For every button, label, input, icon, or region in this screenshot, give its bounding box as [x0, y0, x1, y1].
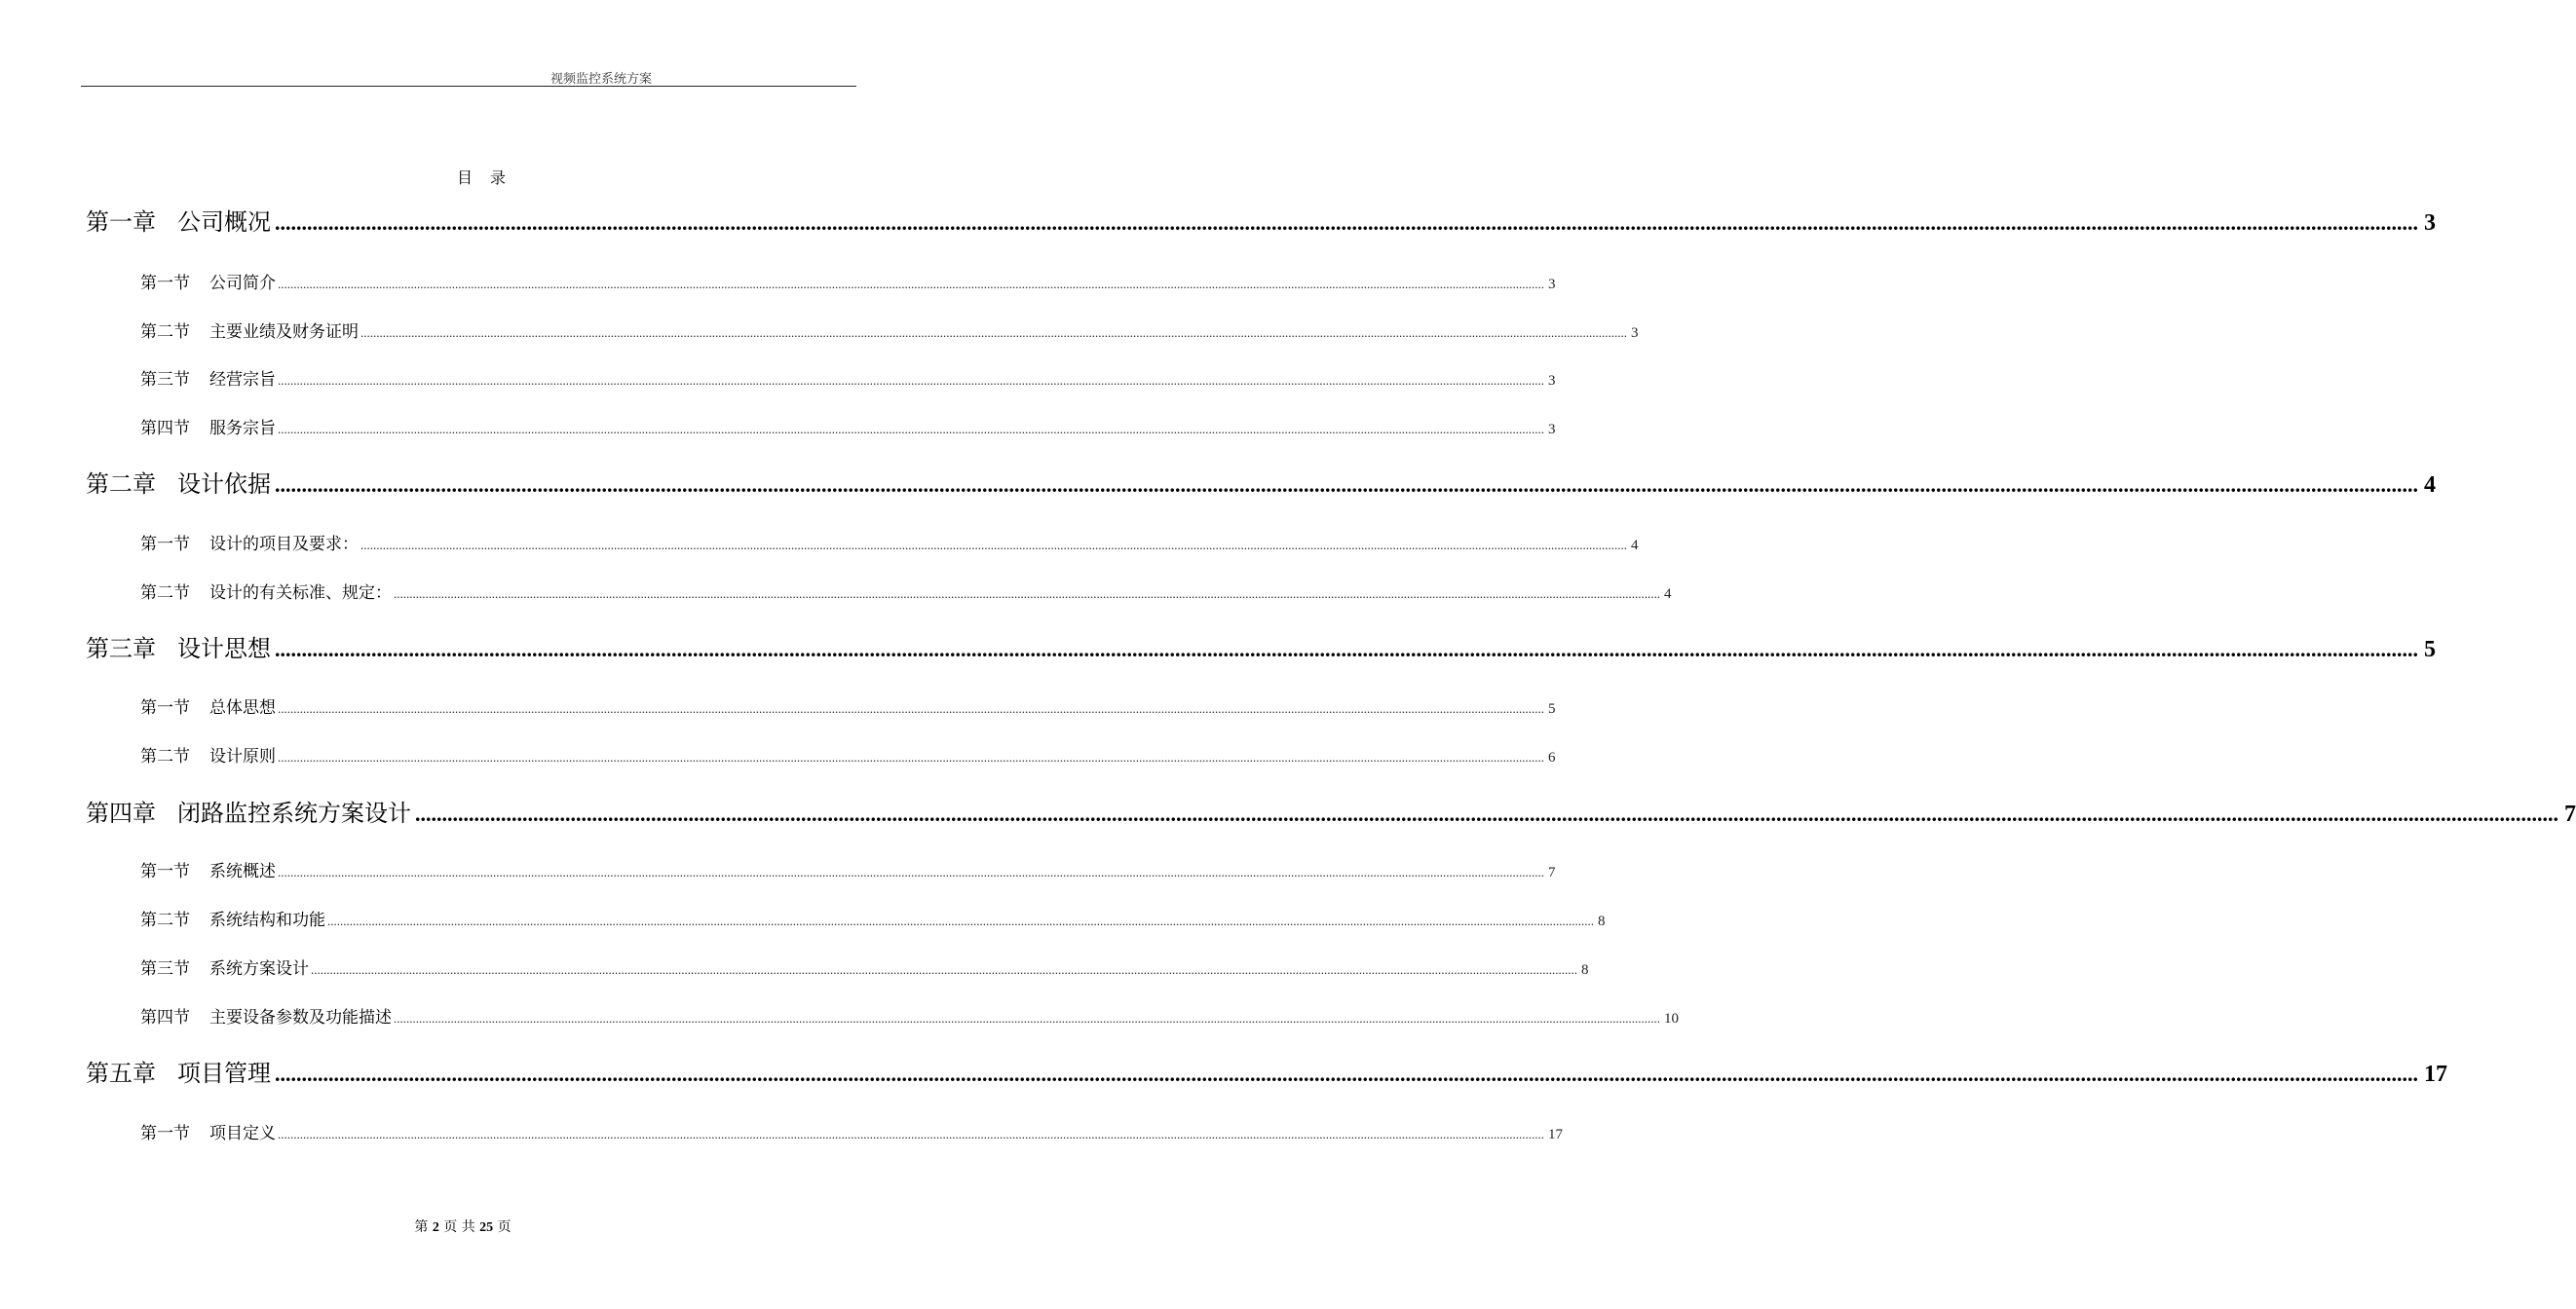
section-number: 第三节	[140, 370, 190, 390]
section-title: 服务宗旨	[209, 419, 276, 438]
toc-section-entry[interactable]	[140, 954, 1589, 980]
footer-current-page: 2	[432, 1220, 439, 1235]
section-label	[140, 530, 359, 554]
toc-heading: 目录	[457, 168, 524, 187]
toc-section-entry[interactable]	[140, 318, 1639, 343]
section-label	[140, 1003, 392, 1028]
dot-leader: ................................................................................................................................................................................................................................................................................................................................................................................................................	[278, 750, 1544, 765]
page-number: 3	[1548, 373, 1556, 389]
section-label	[140, 1119, 276, 1143]
page-number: 3	[1548, 422, 1556, 437]
chapter-title: 闭路监控系统方案设计	[177, 800, 411, 827]
chapter-number: 第四章	[86, 800, 156, 827]
dot-leader: ................................................................................................................................................................................................................................................................................................................................................................................................................	[275, 472, 2418, 497]
section-number: 第一节	[140, 698, 190, 718]
page-number: 7	[1548, 865, 1556, 880]
section-title: 设计原则	[209, 747, 276, 767]
toc-section-entry[interactable]	[140, 742, 1556, 767]
header-divider	[81, 86, 856, 87]
dot-leader: ................................................................................................................................................................................................................................................................................................................................................................................................................	[415, 802, 2558, 826]
chapter-title: 项目管理	[177, 1060, 271, 1087]
toc-section-entry[interactable]	[140, 414, 1556, 439]
dot-leader: ................................................................................................................................................................................................................................................................................................................................................................................................................	[360, 538, 1627, 552]
toc-section-entry[interactable]	[140, 579, 1672, 604]
page-number: 8	[1581, 962, 1589, 978]
chapter-number: 第三章	[86, 635, 156, 662]
chapter-label	[86, 1054, 271, 1088]
page-number: 4	[2424, 472, 2436, 498]
chapter-label	[86, 203, 271, 237]
page-number: 6	[1548, 750, 1556, 766]
section-number: 第二节	[140, 583, 190, 603]
page-number: 17	[2424, 1062, 2447, 1087]
chapter-number: 第二章	[86, 470, 156, 498]
chapter-label	[86, 629, 271, 663]
section-label	[140, 857, 276, 881]
chapter-title: 设计依据	[177, 470, 271, 498]
dot-leader: ................................................................................................................................................................................................................................................................................................................................................................................................................	[278, 701, 1544, 716]
section-label	[140, 318, 359, 342]
section-label	[140, 365, 276, 390]
section-label	[140, 579, 392, 603]
section-number: 第一节	[140, 535, 190, 554]
section-title: 总体思想	[209, 698, 276, 718]
section-label	[140, 693, 276, 718]
chapter-number: 第五章	[86, 1060, 156, 1087]
toc-chapter-entry[interactable]	[86, 203, 2436, 236]
section-number: 第一节	[140, 1124, 190, 1143]
page-number: 4	[1631, 538, 1639, 553]
section-title: 主要设备参数及功能描述	[209, 1008, 392, 1028]
dot-leader: ................................................................................................................................................................................................................................................................................................................................................................................................................	[275, 637, 2418, 661]
toc-chapter-entry[interactable]	[86, 1054, 2447, 1087]
section-number: 第四节	[140, 419, 190, 438]
section-number: 第一节	[140, 862, 190, 881]
footer-suffix: 页	[497, 1219, 511, 1235]
footer-prefix: 第	[414, 1219, 429, 1235]
section-number: 第二节	[140, 911, 190, 930]
page-number: 4	[1664, 586, 1672, 602]
page-number: 8	[1598, 914, 1606, 929]
toc-section-entry[interactable]	[140, 530, 1639, 555]
toc-section-entry[interactable]	[140, 693, 1556, 719]
chapter-title: 公司概况	[177, 208, 271, 236]
toc-section-entry[interactable]	[140, 269, 1556, 294]
dot-leader: ................................................................................................................................................................................................................................................................................................................................................................................................................	[278, 422, 1544, 436]
chapter-label	[86, 794, 411, 828]
section-title: 设计的项目及要求：	[209, 535, 359, 554]
section-number: 第二节	[140, 322, 190, 342]
dot-leader: ................................................................................................................................................................................................................................................................................................................................................................................................................	[278, 1127, 1544, 1141]
section-number: 第四节	[140, 1008, 190, 1028]
section-number: 第三节	[140, 959, 190, 979]
page-footer	[0, 1216, 926, 1236]
toc-chapter-entry[interactable]	[86, 794, 2576, 827]
section-label	[140, 414, 276, 438]
dot-leader: ................................................................................................................................................................................................................................................................................................................................................................................................................	[278, 277, 1544, 291]
page-number: 5	[1548, 701, 1556, 717]
toc-section-entry[interactable]	[140, 1003, 1679, 1028]
section-number: 第一节	[140, 274, 190, 293]
dot-leader: ................................................................................................................................................................................................................................................................................................................................................................................................................	[275, 210, 2418, 235]
dot-leader: ................................................................................................................................................................................................................................................................................................................................................................................................................	[311, 962, 1577, 977]
section-title: 设计的有关标准、规定：	[209, 583, 392, 603]
page-number: 5	[2424, 637, 2436, 662]
chapter-title: 设计思想	[177, 635, 271, 662]
page-number: 3	[1631, 325, 1639, 341]
toc-chapter-entry[interactable]	[86, 465, 2436, 498]
page-number: 3	[2424, 210, 2436, 236]
dot-leader: ................................................................................................................................................................................................................................................................................................................................................................................................................	[278, 865, 1544, 879]
toc-section-entry[interactable]	[140, 1119, 1563, 1144]
section-label	[140, 954, 309, 979]
section-title: 系统方案设计	[209, 959, 309, 979]
section-number: 第二节	[140, 747, 190, 767]
toc-section-entry[interactable]	[140, 857, 1556, 882]
running-header-title: 视频监控系统方案	[550, 72, 653, 87]
chapter-number: 第一章	[86, 208, 156, 236]
section-label	[140, 269, 276, 293]
section-title: 系统概述	[209, 862, 276, 881]
page-number: 3	[1548, 277, 1556, 292]
section-label	[140, 742, 276, 767]
chapter-label	[86, 465, 271, 499]
dot-leader: ................................................................................................................................................................................................................................................................................................................................................................................................................	[394, 586, 1660, 601]
toc-section-entry[interactable]	[140, 365, 1556, 391]
page-number: 10	[1664, 1011, 1679, 1027]
page-number: 7	[2564, 802, 2576, 827]
dot-leader: ................................................................................................................................................................................................................................................................................................................................................................................................................	[275, 1062, 2418, 1086]
section-title: 主要业绩及财务证明	[209, 322, 359, 342]
section-label	[140, 906, 325, 930]
dot-leader: ................................................................................................................................................................................................................................................................................................................................................................................................................	[327, 914, 1594, 928]
footer-total-pages: 25	[479, 1220, 494, 1235]
page-number: 17	[1548, 1127, 1563, 1142]
section-title: 项目定义	[209, 1124, 276, 1143]
dot-leader: ................................................................................................................................................................................................................................................................................................................................................................................................................	[394, 1011, 1660, 1026]
toc-chapter-entry[interactable]	[86, 629, 2436, 662]
dot-leader: ................................................................................................................................................................................................................................................................................................................................................................................................................	[278, 373, 1544, 388]
dot-leader: ................................................................................................................................................................................................................................................................................................................................................................................................................	[360, 325, 1627, 340]
section-title: 公司简介	[209, 274, 276, 293]
section-title: 经营宗旨	[209, 370, 276, 390]
footer-mid: 页 共	[443, 1219, 475, 1235]
toc-section-entry[interactable]	[140, 906, 1606, 931]
section-title: 系统结构和功能	[209, 911, 325, 930]
